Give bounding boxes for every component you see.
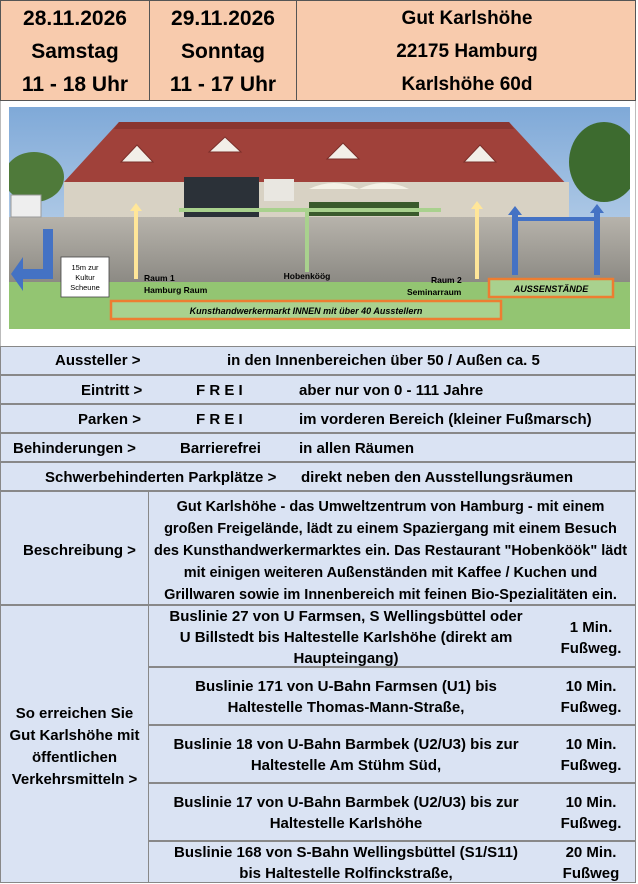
scheune-label-1: 15m zur	[71, 263, 99, 272]
bus-route-text: Buslinie 18 von U-Bahn Barmbek (U2/U3) bis zur Haltestelle Am Stühm Süd,	[173, 736, 519, 774]
bus-walk-time: 20 Min. Fußweg	[562, 844, 620, 882]
row-aussteller	[0, 346, 636, 375]
behinderungen-value: in allen Räumen	[299, 440, 415, 457]
event-header	[0, 0, 636, 101]
beschreibung-line: großen Freigelände, lädt zu einem Spaziergang mit einem Besuch	[164, 521, 617, 537]
bus-walk-time: 10 Min. Fußweg.	[560, 794, 622, 832]
parkplaetze-label: Schwerbehinderten Parkplätze >	[45, 469, 277, 486]
bus-route-171	[148, 667, 636, 725]
hobenkoog-label: Hobenköög	[283, 271, 331, 281]
eintritt-label: Eintritt >	[81, 382, 143, 399]
day1-weekday: Samstag	[31, 40, 119, 63]
parken-value: im vorderen Bereich (kleiner Fußmarsch)	[299, 411, 592, 428]
raum2-label-b: Seminarraum	[407, 287, 462, 297]
beschreibung-line: Grillwaren sowie im Innenbereich mit feinen Bio-Spezialitäten ein.	[164, 587, 617, 603]
markt-label: Kunsthandwerkermarkt INNEN mit über 40 Ausstellern	[189, 306, 423, 316]
day2-date: 29.11.2026	[171, 7, 275, 30]
behinderungen-label: Behinderungen >	[13, 440, 136, 457]
bus-route-18	[148, 725, 636, 783]
row-parken	[0, 404, 636, 433]
bus-route-text: Buslinie 171 von U-Bahn Farmsen (U1) bis Haltestelle Thomas-Mann-Straße,	[195, 678, 497, 716]
transport-label-line: Verkehrsmitteln >	[11, 771, 138, 788]
aussteller-value: in den Innenbereichen über 50 / Außen ca. 5	[227, 352, 540, 369]
row-beschreibung	[0, 491, 636, 605]
venue-street: Karlshöhe 60d	[401, 74, 533, 95]
bus-route-17	[148, 783, 636, 841]
day1-cell	[1, 1, 149, 100]
parken-status: F R E I	[196, 411, 243, 428]
day2-cell	[149, 1, 296, 100]
bus-route-168	[148, 841, 636, 883]
raum1-label-a: Raum 1	[144, 273, 175, 283]
parkplaetze-value: direkt neben den Ausstellungsräumen	[301, 469, 573, 486]
day1-date: 28.11.2026	[23, 7, 127, 30]
behinderungen-status: Barrierefrei	[180, 440, 261, 457]
aussteller-label: Aussteller >	[55, 352, 141, 369]
bus-walk-time: 10 Min. Fußweg.	[560, 736, 622, 774]
beschreibung-line: Gut Karlshöhe - das Umweltzentrum von Hamburg - mit einem	[176, 499, 605, 515]
beschreibung-line: des Kunsthandwerkermarktes ein. Das Restaurant "Hobenköök" lädt	[153, 543, 628, 559]
transport-label-line: öffentlichen	[32, 749, 117, 766]
venue-cell	[296, 1, 637, 100]
eintritt-value: aber nur von 0 - 111 Jahre	[299, 382, 484, 399]
row-behinderungen	[0, 433, 636, 462]
bus-route-27	[148, 605, 636, 667]
aussenstaende-label: AUSSENSTÄNDE	[513, 284, 589, 294]
transport-label-line: Gut Karlshöhe mit	[9, 727, 140, 744]
beschreibung-label: Beschreibung >	[23, 542, 136, 559]
row-parkplaetze	[0, 462, 636, 491]
day2-weekday: Sonntag	[181, 40, 265, 63]
bus-route-text: Buslinie 27 von U Farmsen, S Wellingsbüttel oder U Billstedt bis Haltestelle Karlshöhe (direkt am Haupteingang)	[169, 608, 523, 667]
raum1-label-b: Hamburg Raum	[144, 285, 208, 295]
eintritt-status: F R E I	[196, 382, 243, 399]
beschreibung-line: mit einigen weiteren Außenständen mit Kaffee / Kuchen und	[183, 565, 598, 581]
transport-label-cell	[0, 605, 149, 883]
site-photo-area	[0, 101, 636, 346]
site-photo	[9, 107, 630, 329]
parken-label: Parken >	[78, 411, 141, 428]
beschreibung-text	[150, 496, 631, 606]
bus-route-text: Buslinie 17 von U-Bahn Barmbek (U2/U3) bis zur Haltestelle Karlshöhe	[173, 794, 519, 832]
venue-name: Gut Karlshöhe	[401, 8, 533, 29]
transport-label-line: So erreichen Sie	[15, 705, 134, 722]
day1-hours: 11 - 18 Uhr	[21, 73, 129, 96]
venue-city: 22175 Hamburg	[396, 41, 538, 62]
bus-route-text: Buslinie 168 von S-Bahn Wellingsbüttel (S1/S11) bis Haltestelle Rolfinckstraße,	[174, 844, 518, 882]
bus-walk-time: 1 Min. Fußweg.	[560, 619, 622, 657]
day2-hours: 11 - 17 Uhr	[169, 73, 277, 96]
row-eintritt	[0, 375, 636, 404]
bus-walk-time: 10 Min. Fußweg.	[560, 678, 622, 716]
scheune-label-3: Scheune	[70, 283, 100, 292]
scheune-label-2: Kultur	[75, 273, 95, 282]
raum2-label-a: Raum 2	[431, 275, 462, 285]
